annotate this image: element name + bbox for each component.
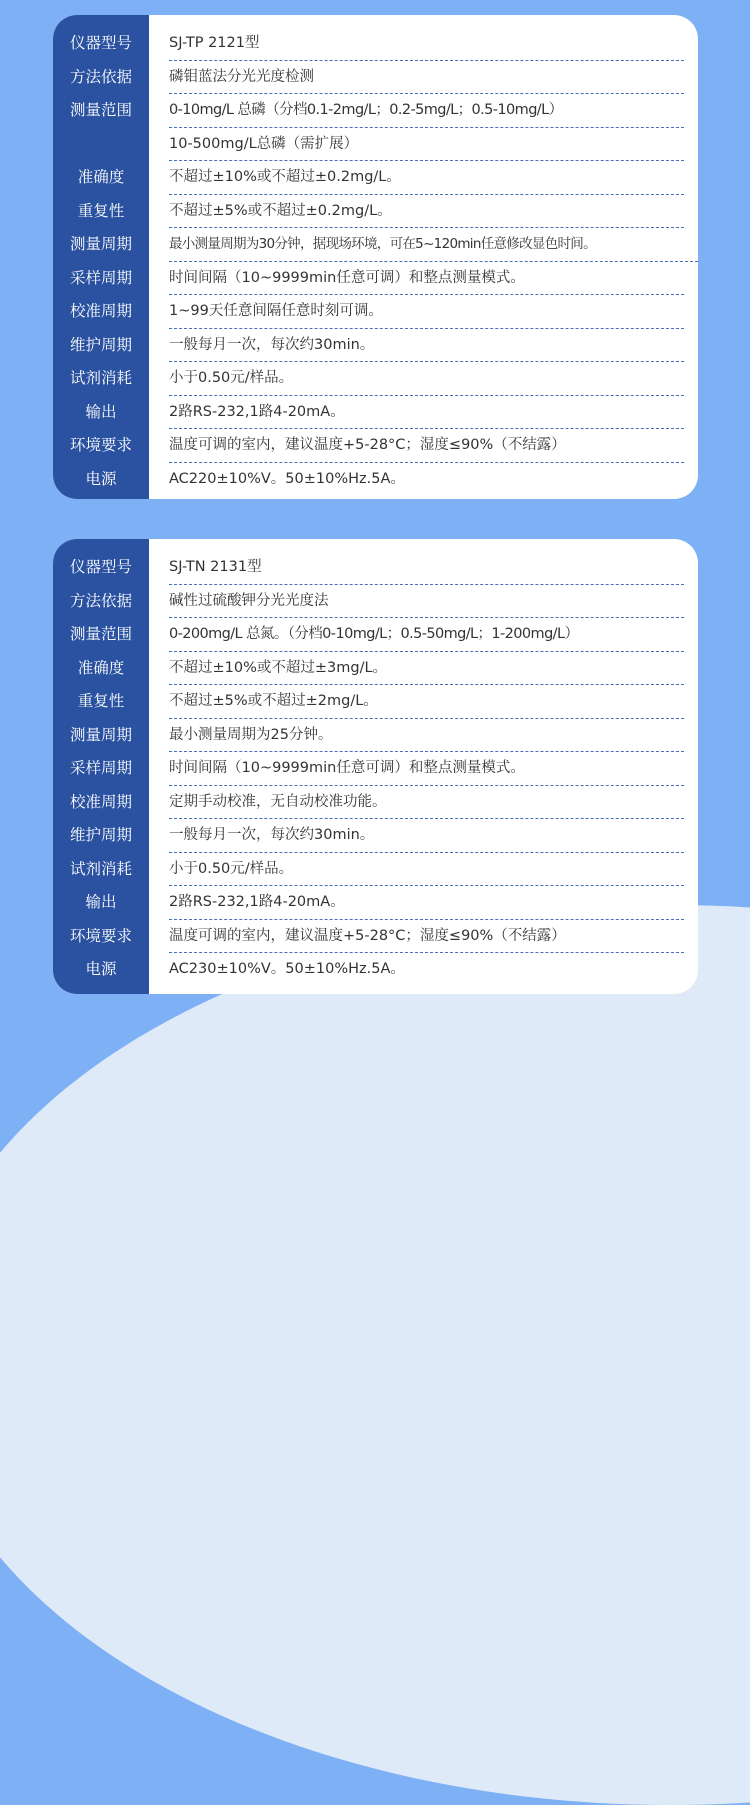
label-calibration-cycle: 校准周期	[69, 302, 132, 320]
label-model: 仪器型号	[69, 558, 132, 576]
value-environment: 温度可调的室内，建议温度+5-28°C；湿度≤90%（不结露）	[169, 429, 684, 463]
label-range: 测量范围	[69, 101, 132, 119]
value-power: AC230±10%V。50±10%Hz.5A。	[169, 961, 405, 977]
value-sampling-cycle: 时间间隔（10~9999min任意可调）和整点测量模式。	[169, 752, 684, 786]
value-repeatability: 不超过±5%或不超过±2mg/L。	[169, 685, 684, 719]
background-arc	[0, 905, 750, 1805]
label-method: 方法依据	[69, 591, 132, 610]
label-measure-cycle: 测量周期	[69, 235, 132, 253]
label-accuracy: 准确度	[77, 658, 125, 677]
spec-card-tp2121	[53, 15, 698, 499]
value-maintenance-cycle: 一般每月一次，每次约30min。	[169, 329, 684, 363]
value-accuracy: 不超过±10%或不超过±3mg/L。	[169, 652, 684, 686]
label-sampling-cycle: 采样周期	[69, 759, 132, 777]
label-output: 输出	[85, 402, 117, 421]
value-output: 2路RS-232,1路4-20mA。	[169, 396, 684, 430]
value-power: AC220±10%V。50±10%Hz.5A。	[169, 470, 405, 487]
value-range-ext: 10-500mg/L总磷（需扩展）	[169, 128, 684, 162]
label-reagent-cost: 试剂消耗	[69, 369, 132, 387]
value-measure-cycle: 最小测量周期为25分钟。	[169, 719, 684, 753]
label-output: 输出	[85, 893, 117, 911]
value-method: 碱性过硫酸钾分光光度法	[169, 585, 684, 619]
label-accuracy: 准确度	[77, 168, 125, 186]
value-model: SJ-TP 2121型	[169, 27, 684, 61]
label-environment: 环境要求	[69, 436, 132, 454]
value-repeatability: 不超过±5%或不超过±0.2mg/L。	[169, 195, 684, 229]
label-repeatability: 重复性	[77, 201, 125, 220]
spec-value-column	[149, 539, 698, 994]
value-model: SJ-TN 2131型	[169, 551, 684, 585]
spec-card-tn2131	[53, 539, 698, 994]
value-calibration-cycle: 1~99天任意间隔任意时刻可调。	[169, 295, 684, 329]
value-method: 磷钼蓝法分光光度检测	[169, 61, 684, 95]
label-repeatability: 重复性	[77, 692, 125, 710]
value-sampling-cycle: 时间间隔（10~9999min任意可调）和整点测量模式。	[169, 262, 684, 296]
value-reagent-cost: 小于0.50元/样品。	[169, 362, 684, 396]
value-output: 2路RS-232,1路4-20mA。	[169, 886, 684, 920]
label-range-ext	[53, 128, 149, 162]
spec-label-column	[53, 15, 149, 499]
label-measure-cycle: 测量周期	[69, 725, 132, 744]
value-calibration-cycle: 定期手动校准，无自动校准功能。	[169, 786, 684, 820]
spec-value-column	[149, 15, 698, 499]
label-sampling-cycle: 采样周期	[69, 268, 132, 287]
value-measure-cycle: 最小测量周期为30分钟，据现场环境，可在5~120min任意修改显色时间。	[169, 228, 698, 262]
label-calibration-cycle: 校准周期	[69, 792, 132, 811]
label-maintenance-cycle: 维护周期	[69, 335, 132, 354]
value-range: 0-200mg/L 总氮。（分档0-10mg/L；0.5-50mg/L；1-200mg/L）	[169, 618, 684, 652]
value-environment: 温度可调的室内，建议温度+5-28°C；湿度≤90%（不结露）	[169, 920, 684, 954]
label-range: 测量范围	[69, 625, 132, 643]
label-method: 方法依据	[69, 67, 132, 86]
value-range: 0-10mg/L 总磷（分档0.1-2mg/L；0.2-5mg/L；0.5-10mg/L）	[169, 94, 684, 128]
value-maintenance-cycle: 一般每月一次，每次约30min。	[169, 819, 684, 853]
label-reagent-cost: 试剂消耗	[69, 859, 132, 878]
label-power: 电源	[85, 469, 117, 488]
label-model: 仪器型号	[69, 34, 132, 52]
label-environment: 环境要求	[69, 926, 132, 945]
label-power: 电源	[85, 960, 117, 978]
value-accuracy: 不超过±10%或不超过±0.2mg/L。	[169, 161, 684, 195]
spec-label-column	[53, 539, 149, 994]
value-reagent-cost: 小于0.50元/样品。	[169, 853, 684, 887]
label-maintenance-cycle: 维护周期	[69, 826, 132, 844]
